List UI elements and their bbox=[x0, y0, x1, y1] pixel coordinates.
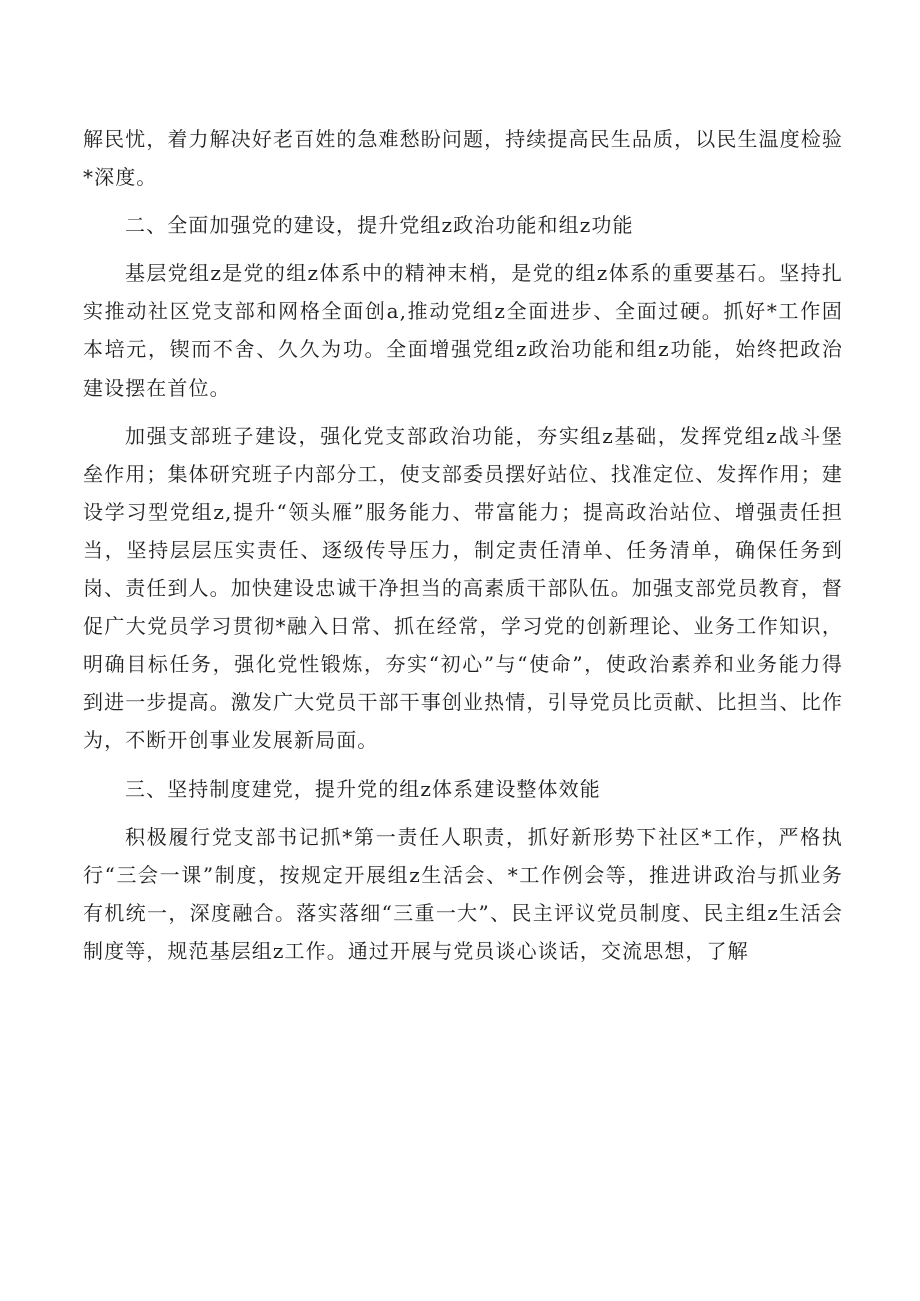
document-body bbox=[83, 120, 843, 970]
section-heading-2: 二、全面加强党的建设，提升党组z政治功能和组z功能 bbox=[125, 213, 634, 238]
paragraph-continuation: 解民忧，着力解决好老百姓的急难愁盼问题，持续提高民生品质，以民生温度检验*深度。 bbox=[83, 127, 843, 190]
paragraph: 加强支部班子建设，强化党支部政治功能，夯实组z基础，发挥党组z战斗堡垒作用；集体研究班子内部分工，使支部委员摆好站位、找准定位、发挥作用；建设学习型党组z,提升“领头雁”服务能力、带富能力；提高政治站位、增强责任担当，坚持层层压实责任、逐级传导压力，制定责任清单、任务清单，确保任务到岗、责任到人。加快建设忠诚干净担当的高素质干部队伍。加强支部党员教育，督促广大党员学习贯彻*融入日常、抓在经常，学习党的创新理论、业务工作知识，明确目标任务，强化党性锻炼，夯实“初心”与“使命”，使政治素养和业务能力得到进一步提高。激发广大党员干部干事创业热情，引导党员比贡献、比担当、比作为，不断开创事业发展新局面。 bbox=[83, 423, 843, 753]
paragraph: 基层党组z是党的组z体系中的精神末梢，是党的组z体系的重要基石。坚持扎实推动社区党支部和网格全面创a,推动党组z全面进步、全面过硬。抓好*工作固本培元，锲而不舍、久久为功。全面增强党组z政治功能和组z功能，始终把政治建设摆在首位。 bbox=[83, 261, 843, 400]
section-heading-3: 三、坚持制度建党，提升党的组z体系建设整体效能 bbox=[125, 776, 601, 801]
paragraph: 积极履行党支部书记抓*第一责任人职责，抓好新形势下社区*工作，严格执行“三会一课”制度，按规定开展组z生活会、*工作例会等，推进讲政治与抓业务有机统一，深度融合。落实落细“三重一大”、民主评议党员制度、民主组z生活会制度等，规范基层组z工作。通过开展与党员谈心谈话，交流思想，了解 bbox=[83, 824, 843, 963]
